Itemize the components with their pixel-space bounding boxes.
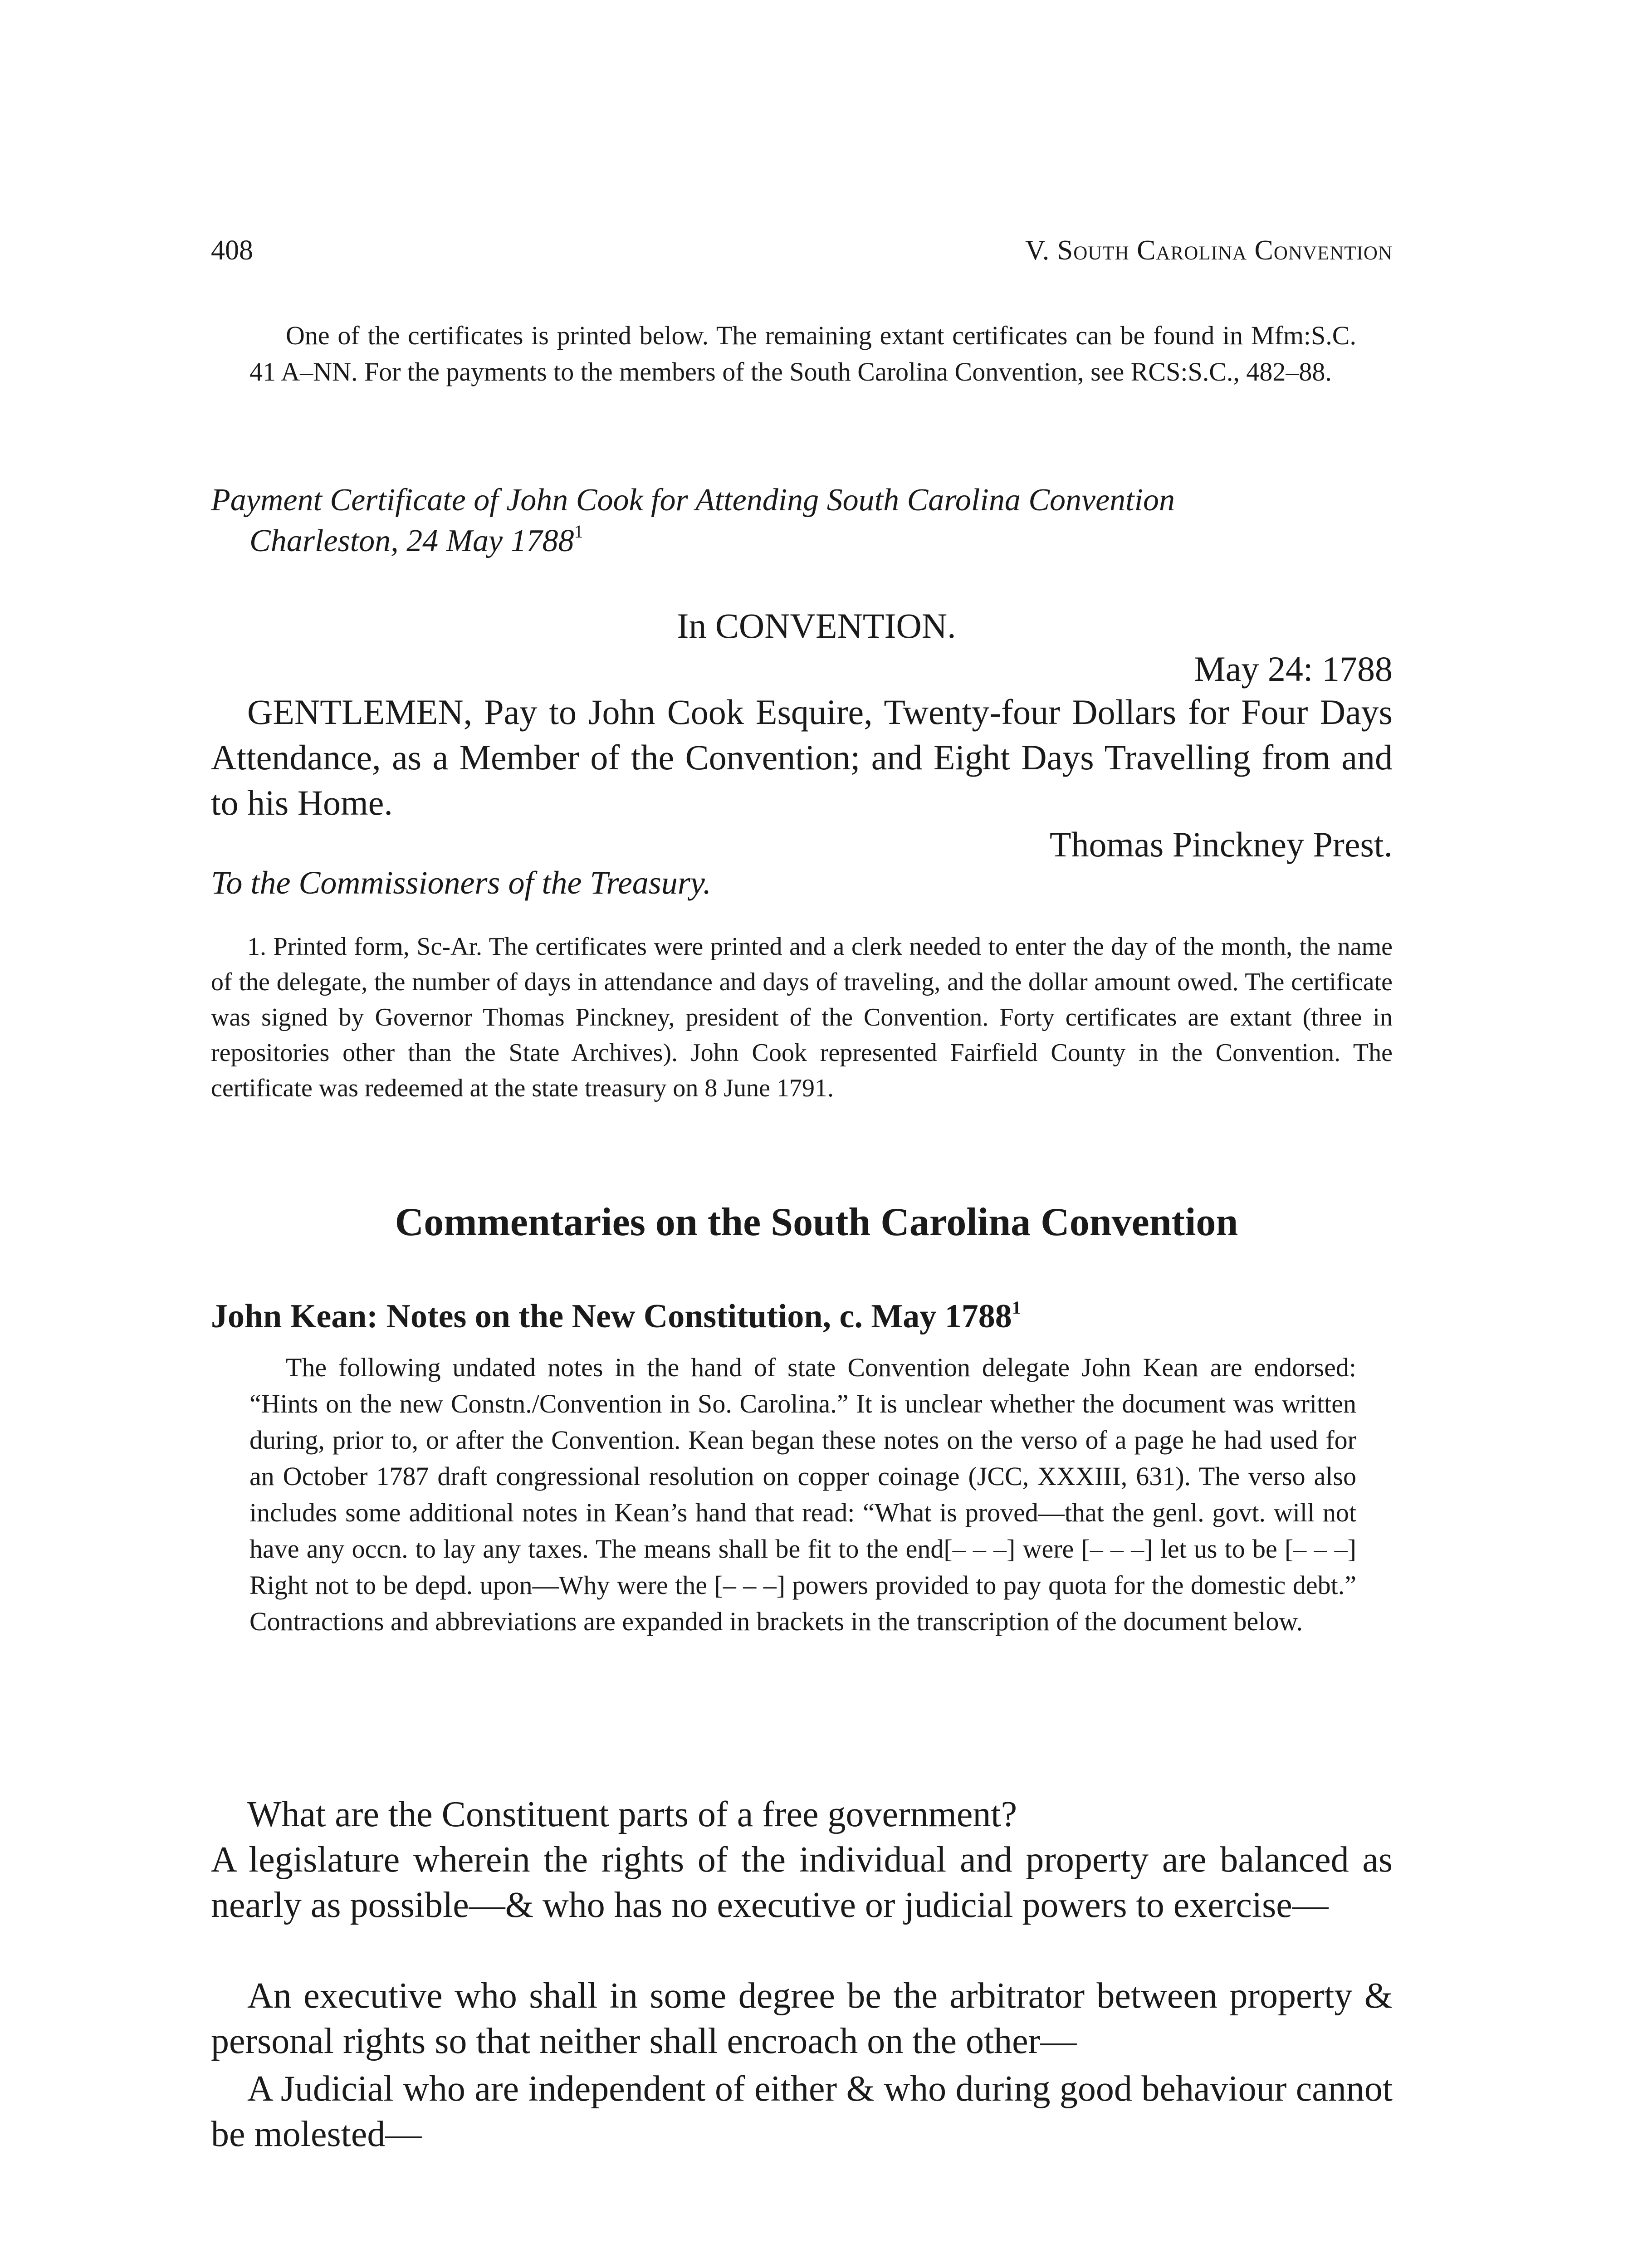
document-title-text: John Kean: Notes on the New Constitution, c. May 1788 [211,1298,1012,1335]
running-head: V. South Carolina Convention [1025,235,1393,266]
document-heading-dateline [249,521,1356,562]
kean-headnote: The following undated notes in the hand of state Convention delegate John Kean are endorsed: “Hints on the new Constn./Convention in So. Carolina.” It is unclear whether the document was written during, prior to, or after the Convention. Kean began these notes on the verso of a page he had used for an October 1787 draft congressional resolution on copper coinage (JCC, XXXIII, 631). The verso also includes some additional notes in Kean’s hand that read: “What is proved—that the genl. govt. will not have any occn. to lay any taxes. The means shall be fit to the end[– – –] were [– – –] let us to be [– – –] Right not to be depd. upon—Why were the [– – –] powers provided to pay quota for the domestic debt.” Contractions and abbreviations are expanded in brackets in the transcription of the document below. [249,1353,1356,1636]
document-title [211,1295,1393,1338]
dateline-text: Charleston, 24 May 1788 [249,523,574,558]
certificate-signature: Thomas Pinckney Prest. [1049,825,1393,864]
document-heading: Payment Certificate of John Cook for Attending South Carolina Convention [211,483,1175,518]
certificate-date: May 24: 1788 [1194,649,1393,689]
footnote-reference: 1 [1012,1297,1021,1318]
notes-judicial: A Judicial who are independent of either & who during good behaviour cannot be molested— [211,2069,1393,2154]
notes-question: What are the Constituent parts of a free government? [247,1794,1017,1834]
notes-executive: An executive who shall in some degree be the arbitrator between property & personal rights so that neither shall encroach on the other— [211,1976,1393,2061]
section-heading: Commentaries on the South Carolina Convention [395,1200,1238,1244]
intro-paragraph: One of the certificates is printed below. The remaining extant certificates can be found in Mfm:S.C. 41 A–NN. For the payments to the members of the South Carolina Convention, see RCS:S.C., 482–88. [249,321,1356,386]
page-number: 408 [211,235,253,266]
footnote: 1. Printed form, Sc-Ar. The certificates were printed and a clerk needed to enter the day of the month, the name of the delegate, the number of days in attendance and days of traveling, and the dollar amount owed. The certificate was signed by Governor Thomas Pinckney, president of the Convention. Forty certificates are extant (three in repositories other than the State Archives). John Cook represented Fairfield County in the Convention. The certificate was redeemed at the state treasury on 8 June 1791. [211,933,1393,1102]
notes-legislature: A legislature wherein the rights of the individual and property are balanced as nearly as possible—& who has no executive or judicial powers to exercise— [211,1840,1393,1925]
certificate-body: GENTLEMEN, Pay to John Cook Esquire, Twenty-four Dollars for Four Days Attendance, as a Member of the Convention; and Eight Days Travelling from and to his Home. [211,692,1393,822]
footnote-reference: 1 [574,521,583,542]
certificate-addressee: To the Commissioners of the Treasury. [211,865,711,901]
certificate-heading: In CONVENTION. [677,606,956,645]
